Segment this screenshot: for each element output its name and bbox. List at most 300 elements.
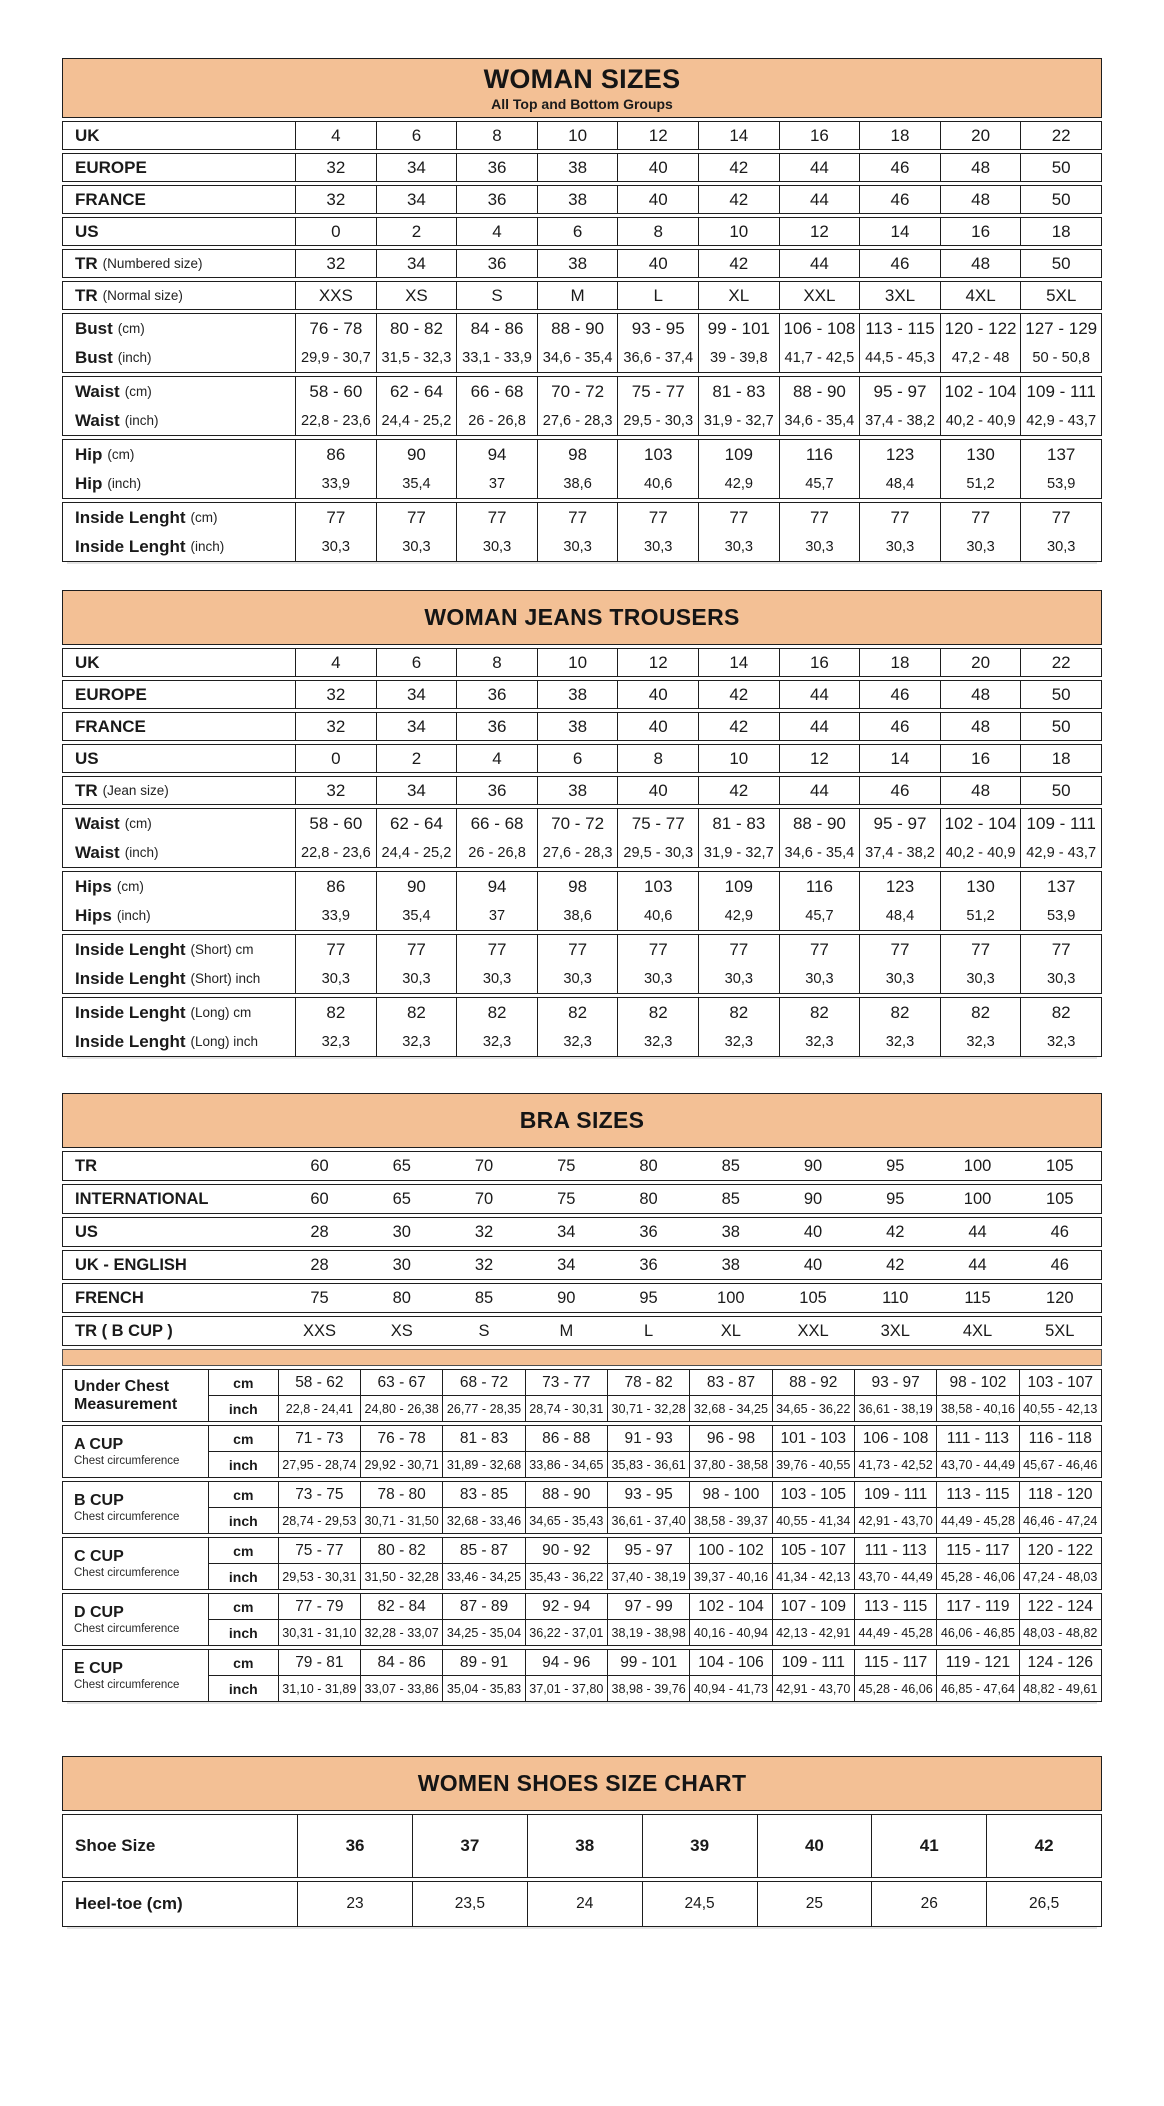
size-cell: 34,6 - 35,4 bbox=[779, 838, 860, 867]
size-cell: 32,68 - 34,25 bbox=[689, 1396, 771, 1421]
size-cell: 82 bbox=[698, 998, 779, 1027]
size-cell: 32,3 bbox=[779, 1027, 860, 1056]
measure-row-inch bbox=[208, 1676, 1101, 1701]
size-cell: 40,6 bbox=[617, 469, 698, 498]
size-cell: 84 - 86 bbox=[456, 314, 537, 343]
row-label-text: Waist bbox=[75, 842, 120, 862]
size-cell: 58 - 60 bbox=[295, 809, 376, 838]
size-cell: 50 - 50,8 bbox=[1020, 343, 1101, 372]
size-cell: 36 bbox=[639, 1222, 658, 1241]
table-subtitle: All Top and Bottom Groups bbox=[491, 96, 673, 112]
table-row bbox=[63, 1152, 1101, 1180]
row-group bbox=[62, 934, 1102, 994]
table-row bbox=[63, 503, 1101, 532]
size-cell: 32 bbox=[295, 713, 376, 740]
row-label bbox=[63, 532, 295, 561]
size-cell: 109 bbox=[698, 872, 779, 901]
size-cell: 77 bbox=[295, 503, 376, 532]
row-group bbox=[62, 1151, 1102, 1181]
size-cell: 105 bbox=[799, 1288, 827, 1307]
size-cell: 48 bbox=[940, 777, 1021, 804]
size-cell: 30 bbox=[392, 1222, 411, 1241]
size-cell: 50 bbox=[1020, 154, 1101, 181]
size-cell: 111 - 113 bbox=[854, 1538, 936, 1563]
size-cell: 95 bbox=[886, 1156, 905, 1175]
size-cell: 14 bbox=[698, 649, 779, 676]
size-cell: 28,74 - 30,31 bbox=[525, 1396, 607, 1421]
size-cell: 50 bbox=[1020, 186, 1101, 213]
size-cell: 32,3 bbox=[698, 1027, 779, 1056]
size-cell: 94 bbox=[456, 872, 537, 901]
size-cell: 38,6 bbox=[537, 469, 618, 498]
unit-label-cm: cm bbox=[208, 1538, 278, 1563]
size-cell: M bbox=[537, 282, 618, 309]
bra-sizes-header bbox=[62, 1093, 1102, 1148]
size-cell: 81 - 83 bbox=[698, 377, 779, 406]
size-cell: 35,4 bbox=[376, 469, 457, 498]
shoes-header bbox=[62, 1756, 1102, 1811]
size-cell: 80 bbox=[639, 1156, 658, 1175]
size-cell: 36 bbox=[456, 250, 537, 277]
unit-label-inch: inch bbox=[208, 1620, 278, 1645]
size-cell: 98 - 100 bbox=[689, 1482, 771, 1507]
unit-label-inch: inch bbox=[208, 1564, 278, 1589]
measure-row-inch bbox=[208, 1508, 1101, 1533]
measure-label bbox=[63, 1538, 208, 1589]
size-cell: 42 bbox=[698, 713, 779, 740]
size-cell: 34 bbox=[376, 713, 457, 740]
row-label bbox=[63, 1317, 278, 1345]
table-row bbox=[63, 809, 1101, 838]
row-label-note: (Long) cm bbox=[190, 1005, 252, 1020]
row-group bbox=[62, 712, 1102, 741]
size-cell: 37,4 - 38,2 bbox=[859, 838, 940, 867]
measure-rows bbox=[208, 1650, 1101, 1701]
size-cell: 43,70 - 44,49 bbox=[854, 1564, 936, 1589]
size-cell: 33,46 - 34,25 bbox=[442, 1564, 524, 1589]
size-cell: 38 bbox=[537, 777, 618, 804]
size-cell: 44,49 - 45,28 bbox=[854, 1620, 936, 1645]
size-cell: 36,61 - 38,19 bbox=[854, 1396, 936, 1421]
size-cell: 35,43 - 36,22 bbox=[525, 1564, 607, 1589]
size-cell: 119 - 121 bbox=[936, 1650, 1018, 1675]
size-cell: 68 - 72 bbox=[442, 1370, 524, 1395]
size-cell: 20 bbox=[940, 649, 1021, 676]
size-cell: 31,9 - 32,7 bbox=[698, 838, 779, 867]
size-cell: 71 - 73 bbox=[278, 1426, 360, 1451]
table-row bbox=[63, 1284, 1101, 1312]
size-cell: 33,07 - 33,86 bbox=[360, 1676, 442, 1701]
size-cell: 77 bbox=[859, 503, 940, 532]
table-row bbox=[63, 649, 1101, 676]
size-cell: 30,3 bbox=[376, 964, 457, 993]
measure-label-note: Chest circumference bbox=[74, 1454, 180, 1467]
size-cell: 30,3 bbox=[779, 964, 860, 993]
size-cell: 50 bbox=[1020, 713, 1101, 740]
row-label-text: Waist bbox=[75, 410, 120, 430]
size-cell: 40,16 - 40,94 bbox=[689, 1620, 771, 1645]
size-cell: 88 - 92 bbox=[772, 1370, 854, 1395]
row-label bbox=[63, 377, 295, 406]
size-cell: 53,9 bbox=[1020, 901, 1101, 930]
size-cell: 116 bbox=[779, 872, 860, 901]
size-cell: 90 - 92 bbox=[525, 1538, 607, 1563]
size-cell: 30,71 - 32,28 bbox=[607, 1396, 689, 1421]
row-label-note: (inch) bbox=[107, 476, 142, 491]
unit-label-inch: inch bbox=[208, 1508, 278, 1533]
measure-row-inch bbox=[208, 1396, 1101, 1421]
size-cell: 96 - 98 bbox=[689, 1426, 771, 1451]
size-cell: 123 bbox=[859, 872, 940, 901]
size-cell: 42 bbox=[698, 250, 779, 277]
size-cell: 25 bbox=[757, 1882, 872, 1926]
size-cell: 113 - 115 bbox=[854, 1594, 936, 1619]
size-cell: 77 bbox=[940, 503, 1021, 532]
size-cell: 23,5 bbox=[412, 1882, 527, 1926]
row-label-note: (cm) bbox=[124, 816, 152, 831]
row-label bbox=[63, 250, 295, 277]
table-row bbox=[63, 282, 1101, 309]
table-woman-jeans bbox=[62, 590, 1102, 1057]
size-cell: 110 bbox=[882, 1288, 909, 1307]
row-label-note: (Long) inch bbox=[190, 1034, 259, 1049]
size-cell: 130 bbox=[940, 440, 1021, 469]
table-row bbox=[63, 964, 1101, 993]
measure-group bbox=[62, 1537, 1102, 1590]
size-cell: 36 bbox=[456, 681, 537, 708]
measure-row-cm bbox=[208, 1594, 1101, 1620]
size-cell: 22 bbox=[1020, 122, 1101, 149]
measure-label-text: B CUP bbox=[74, 1492, 124, 1510]
table-row bbox=[63, 532, 1101, 561]
size-cell: 105 bbox=[1046, 1156, 1074, 1175]
size-cell: 116 bbox=[779, 440, 860, 469]
size-cell: 75 bbox=[557, 1156, 576, 1175]
row-group bbox=[62, 744, 1102, 773]
size-cell: 80 bbox=[392, 1288, 411, 1307]
size-cell: 32,3 bbox=[537, 1027, 618, 1056]
size-cell: 118 - 120 bbox=[1019, 1482, 1101, 1507]
size-cell: 45,28 - 46,06 bbox=[936, 1564, 1018, 1589]
size-cell: 44,5 - 45,3 bbox=[859, 343, 940, 372]
size-cell: 34,65 - 36,22 bbox=[772, 1396, 854, 1421]
unit-label-cm: cm bbox=[208, 1650, 278, 1675]
size-cell: 75 bbox=[557, 1189, 576, 1208]
size-cell: S bbox=[478, 1321, 490, 1340]
size-cell: 77 bbox=[698, 503, 779, 532]
size-cell: 37,01 - 37,80 bbox=[525, 1676, 607, 1701]
row-label-text: Shoe Size bbox=[75, 1836, 156, 1855]
size-cell: 34 bbox=[557, 1222, 576, 1241]
size-cell: 27,6 - 28,3 bbox=[537, 406, 618, 435]
size-cell: 8 bbox=[456, 122, 537, 149]
size-cell: 29,5 - 30,3 bbox=[617, 406, 698, 435]
size-cell: 44 bbox=[779, 154, 860, 181]
size-cell: XXS bbox=[295, 282, 376, 309]
row-group bbox=[62, 376, 1102, 436]
row-label-text: TR bbox=[75, 253, 98, 273]
table-row bbox=[63, 998, 1101, 1027]
size-cell: 75 bbox=[310, 1288, 329, 1307]
table-row bbox=[63, 935, 1101, 964]
size-cell: 40 bbox=[617, 713, 698, 740]
size-chart-page bbox=[0, 58, 1164, 1927]
size-cell: 38 bbox=[537, 154, 618, 181]
row-label bbox=[63, 872, 295, 901]
size-cell: 36 bbox=[297, 1815, 412, 1877]
row-group bbox=[62, 1814, 1102, 1878]
size-cell: 81 - 83 bbox=[442, 1426, 524, 1451]
size-cell: 50 bbox=[1020, 777, 1101, 804]
size-cell: 44 bbox=[968, 1222, 987, 1241]
table-row bbox=[63, 154, 1101, 181]
size-cell: 2 bbox=[376, 745, 457, 772]
row-label-note: (Numbered size) bbox=[102, 256, 203, 271]
size-cell: 38 bbox=[721, 1222, 740, 1241]
size-cell: 46,06 - 46,85 bbox=[936, 1620, 1018, 1645]
size-cell: 44 bbox=[779, 777, 860, 804]
row-label-text: Inside Lenght bbox=[75, 1002, 186, 1022]
size-cell: 38 bbox=[537, 186, 618, 213]
size-cell: 45,7 bbox=[779, 469, 860, 498]
size-cell: 82 - 84 bbox=[360, 1594, 442, 1619]
table-title: WOMEN SHOES SIZE CHART bbox=[417, 1770, 747, 1796]
size-cell: 137 bbox=[1020, 872, 1101, 901]
size-cell: 86 bbox=[295, 440, 376, 469]
unit-label-inch: inch bbox=[208, 1676, 278, 1701]
size-cell: 38,19 - 38,98 bbox=[607, 1620, 689, 1645]
size-cell: 40,94 - 41,73 bbox=[689, 1676, 771, 1701]
size-cell: 80 - 82 bbox=[376, 314, 457, 343]
size-cell: 46 bbox=[859, 713, 940, 740]
measure-rows bbox=[208, 1370, 1101, 1421]
size-cell: 38,58 - 40,16 bbox=[936, 1396, 1018, 1421]
row-label-note: (Short) inch bbox=[190, 971, 261, 986]
size-cell: 32,3 bbox=[859, 1027, 940, 1056]
size-cell: 33,86 - 34,65 bbox=[525, 1452, 607, 1477]
size-cell: 100 - 102 bbox=[689, 1538, 771, 1563]
size-cell: 77 - 79 bbox=[278, 1594, 360, 1619]
size-cell: 0 bbox=[295, 218, 376, 245]
measure-label-text: Under Chest Measurement bbox=[74, 1377, 178, 1413]
size-cell: 31,9 - 32,7 bbox=[698, 406, 779, 435]
size-cell: 12 bbox=[779, 218, 860, 245]
size-cell: 77 bbox=[779, 503, 860, 532]
size-cell: 58 - 60 bbox=[295, 377, 376, 406]
size-cell: 90 bbox=[557, 1288, 576, 1307]
size-cell: 91 - 93 bbox=[607, 1426, 689, 1451]
size-cell: 6 bbox=[376, 122, 457, 149]
size-cell: 40 bbox=[617, 777, 698, 804]
size-cell: 88 - 90 bbox=[537, 314, 618, 343]
size-cell: 103 bbox=[617, 872, 698, 901]
size-cell: 37 bbox=[456, 469, 537, 498]
size-cell: 30,3 bbox=[859, 532, 940, 561]
size-cell: 94 bbox=[456, 440, 537, 469]
row-label-text: Waist bbox=[75, 381, 120, 401]
size-cell: 120 - 122 bbox=[1019, 1538, 1101, 1563]
size-cell: 4 bbox=[295, 122, 376, 149]
measure-rows bbox=[208, 1538, 1101, 1589]
size-cell: 98 - 102 bbox=[936, 1370, 1018, 1395]
row-label-note: (inch) bbox=[124, 413, 159, 428]
size-cell: 77 bbox=[295, 935, 376, 964]
size-cell: 30,3 bbox=[617, 964, 698, 993]
row-label-text: FRANCE bbox=[75, 716, 146, 736]
row-group bbox=[62, 871, 1102, 931]
size-cell: 46 bbox=[859, 777, 940, 804]
size-cell: 32 bbox=[295, 250, 376, 277]
table-title: WOMAN JEANS TROUSERS bbox=[424, 604, 740, 630]
row-group bbox=[62, 776, 1102, 805]
size-cell: 8 bbox=[456, 649, 537, 676]
size-cell: 115 - 117 bbox=[936, 1538, 1018, 1563]
woman-sizes-header bbox=[62, 58, 1102, 118]
size-cell: 34 bbox=[376, 250, 457, 277]
table-woman-sizes bbox=[62, 58, 1102, 562]
size-cell: 30,3 bbox=[1020, 964, 1101, 993]
size-cell: 127 - 129 bbox=[1020, 314, 1101, 343]
size-cell: 6 bbox=[376, 649, 457, 676]
size-cell: 4 bbox=[456, 218, 537, 245]
measure-row-inch bbox=[208, 1452, 1101, 1477]
size-cell: 39,37 - 40,16 bbox=[689, 1564, 771, 1589]
measure-rows bbox=[208, 1594, 1101, 1645]
size-cell: 42 bbox=[886, 1222, 905, 1241]
size-cell: 44 bbox=[779, 713, 860, 740]
size-cell: 38 bbox=[721, 1255, 740, 1274]
measure-row-cm bbox=[208, 1426, 1101, 1452]
size-cell: 37 bbox=[412, 1815, 527, 1877]
size-cell: 5XL bbox=[1020, 282, 1101, 309]
size-cell: 106 - 108 bbox=[854, 1426, 936, 1451]
size-cell: 77 bbox=[859, 935, 940, 964]
size-cell: 30,3 bbox=[376, 532, 457, 561]
row-label bbox=[63, 1251, 278, 1279]
row-group bbox=[62, 313, 1102, 373]
size-cell: 115 - 117 bbox=[854, 1650, 936, 1675]
size-cell: 34,65 - 35,43 bbox=[525, 1508, 607, 1533]
size-cell: 46 bbox=[1050, 1222, 1069, 1241]
size-cell: 18 bbox=[1020, 745, 1101, 772]
size-cell: 117 - 119 bbox=[936, 1594, 1018, 1619]
size-cell: 84 - 86 bbox=[360, 1650, 442, 1675]
size-cell: 86 - 88 bbox=[525, 1426, 607, 1451]
size-cell: 95 bbox=[886, 1189, 905, 1208]
size-cell: 32,3 bbox=[1020, 1027, 1101, 1056]
size-cell: 102 - 104 bbox=[689, 1594, 771, 1619]
row-label-text: Hip bbox=[75, 473, 103, 493]
measure-label-note: Chest circumference bbox=[74, 1678, 180, 1691]
size-cell: 32,3 bbox=[617, 1027, 698, 1056]
size-cell: 34 bbox=[557, 1255, 576, 1274]
size-cell: 109 - 111 bbox=[1020, 377, 1101, 406]
size-cell: XS bbox=[376, 282, 457, 309]
size-cell: 34 bbox=[376, 681, 457, 708]
row-label-note: (cm) bbox=[116, 879, 144, 894]
size-cell: 37,40 - 38,19 bbox=[607, 1564, 689, 1589]
size-cell: 16 bbox=[940, 218, 1021, 245]
row-group bbox=[62, 439, 1102, 499]
size-cell: 42 bbox=[698, 186, 779, 213]
size-cell: 62 - 64 bbox=[376, 377, 457, 406]
size-cell: 30,3 bbox=[537, 532, 618, 561]
measure-label-text: A CUP bbox=[74, 1436, 124, 1454]
size-cell: 85 - 87 bbox=[442, 1538, 524, 1563]
table-row bbox=[63, 1027, 1101, 1056]
size-cell: 82 bbox=[859, 998, 940, 1027]
size-cell: 113 - 115 bbox=[859, 314, 940, 343]
size-cell: 82 bbox=[779, 998, 860, 1027]
row-label-note: (cm) bbox=[107, 447, 135, 462]
size-cell: 33,1 - 33,9 bbox=[456, 343, 537, 372]
size-cell: 29,9 - 30,7 bbox=[295, 343, 376, 372]
row-label bbox=[63, 406, 295, 435]
row-label bbox=[63, 1815, 297, 1877]
row-label-note: (inch) bbox=[116, 908, 151, 923]
size-cell: 26 - 26,8 bbox=[456, 838, 537, 867]
size-cell: L bbox=[617, 282, 698, 309]
size-cell: 95 - 97 bbox=[859, 377, 940, 406]
row-label-text: Hip bbox=[75, 444, 103, 464]
size-cell: 113 - 115 bbox=[936, 1482, 1018, 1507]
row-label bbox=[63, 777, 295, 804]
measure-group bbox=[62, 1369, 1102, 1422]
table-row bbox=[63, 872, 1101, 901]
row-label bbox=[63, 503, 295, 532]
size-cell: 75 - 77 bbox=[617, 809, 698, 838]
divider-strip bbox=[62, 1349, 1102, 1366]
size-cell: 30,3 bbox=[295, 964, 376, 993]
size-cell: 95 - 97 bbox=[859, 809, 940, 838]
size-cell: 12 bbox=[617, 122, 698, 149]
size-cell: 4XL bbox=[962, 1321, 993, 1340]
size-cell: 36 bbox=[456, 713, 537, 740]
row-label bbox=[63, 901, 295, 930]
size-cell: 36 bbox=[456, 777, 537, 804]
table-row bbox=[63, 186, 1101, 213]
size-cell: 90 bbox=[376, 872, 457, 901]
size-cell: 123 bbox=[859, 440, 940, 469]
size-cell: 48 bbox=[940, 713, 1021, 740]
row-label bbox=[63, 282, 295, 309]
table-row bbox=[63, 440, 1101, 469]
row-group bbox=[62, 1881, 1102, 1927]
size-cell: 29,5 - 30,3 bbox=[617, 838, 698, 867]
row-label-note: (inch) bbox=[190, 539, 225, 554]
size-cell: 111 - 113 bbox=[936, 1426, 1018, 1451]
row-label-text: EUROPE bbox=[75, 684, 147, 704]
size-cell: 104 - 106 bbox=[689, 1650, 771, 1675]
row-label bbox=[63, 998, 295, 1027]
measure-label-text: C CUP bbox=[74, 1548, 124, 1566]
size-cell: 40,2 - 40,9 bbox=[940, 838, 1021, 867]
size-cell: 77 bbox=[1020, 935, 1101, 964]
woman-jeans-header bbox=[62, 590, 1102, 645]
row-label-text: Hips bbox=[75, 876, 112, 896]
row-group bbox=[62, 1217, 1102, 1247]
size-cell: 36,61 - 37,40 bbox=[607, 1508, 689, 1533]
size-cell: 38 bbox=[537, 681, 618, 708]
row-label-text: Hips bbox=[75, 905, 112, 925]
row-group bbox=[62, 281, 1102, 310]
size-cell: 32,3 bbox=[456, 1027, 537, 1056]
size-cell: 20 bbox=[940, 122, 1021, 149]
size-cell: 109 bbox=[698, 440, 779, 469]
size-cell: 30,3 bbox=[779, 532, 860, 561]
size-cell: 85 bbox=[721, 1156, 740, 1175]
size-cell: 85 bbox=[721, 1189, 740, 1208]
